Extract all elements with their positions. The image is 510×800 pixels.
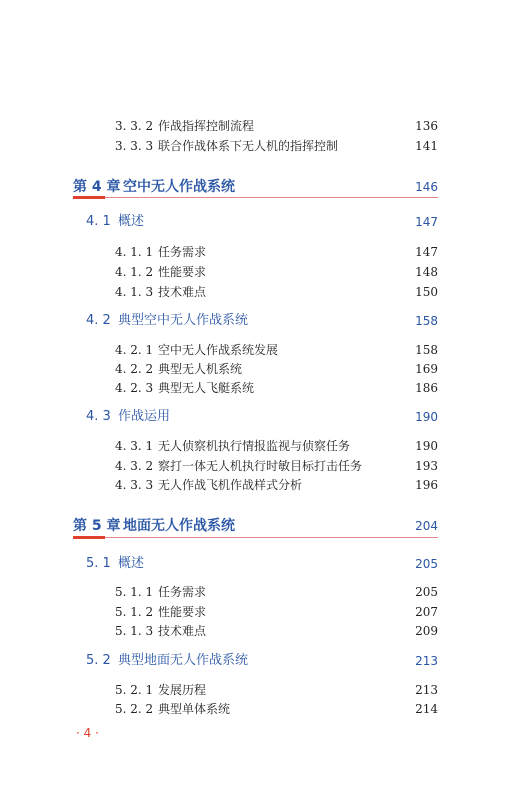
toc-entry[interactable] (0, 359, 510, 379)
entry-title: 无人作战飞机作战样式分析 (158, 478, 303, 492)
entry-page: 186 (415, 381, 438, 395)
entry-title: 联合作战体系下无人机的指挥控制 (158, 139, 339, 153)
toc-entry[interactable] (0, 456, 510, 476)
section-heading[interactable] (0, 212, 510, 232)
toc-entry[interactable] (0, 602, 510, 622)
entry-page: 136 (415, 119, 438, 133)
entry-page: 205 (415, 585, 438, 599)
entry-title: 典型单体系统 (158, 702, 231, 716)
entry-number: 4. 3. 3 (115, 478, 154, 492)
entry-number: 4. 2. 2 (115, 362, 154, 376)
toc-entry[interactable] (0, 262, 510, 282)
entry-title: 察打一体无人机执行时敏目标打击任务 (158, 459, 363, 473)
chapter-page: 146 (415, 180, 438, 194)
chapter-divider (73, 537, 438, 538)
chapter-accent-bar (73, 536, 105, 539)
entry-number: 4. 1. 3 (115, 285, 154, 299)
section-number: 4. 2 (86, 313, 111, 328)
chapter-number: 第 5 章 (73, 518, 121, 534)
entry-page: 214 (415, 702, 438, 716)
section-title: 典型空中无人作战系统 (118, 313, 249, 328)
section-heading[interactable] (0, 311, 510, 331)
chapter-heading-4[interactable] (0, 176, 510, 196)
section-heading[interactable] (0, 651, 510, 671)
section-heading[interactable] (0, 554, 510, 574)
entry-number: 5. 1. 3 (115, 624, 154, 638)
toc-entry[interactable] (0, 136, 510, 156)
section-page: 158 (415, 314, 438, 328)
entry-title: 典型无人机系统 (158, 362, 243, 376)
entry-number: 5. 2. 1 (115, 683, 154, 697)
entry-title: 发展历程 (158, 683, 207, 697)
toc-entry[interactable] (0, 621, 510, 641)
toc-entry[interactable] (0, 116, 510, 136)
entry-page: 141 (415, 139, 438, 153)
entry-page: 196 (415, 478, 438, 492)
section-page: 147 (415, 215, 438, 229)
chapter-number: 第 4 章 (73, 179, 121, 195)
entry-title: 性能要求 (158, 265, 207, 279)
entry-number: 4. 2. 1 (115, 343, 154, 357)
entry-title: 技术难点 (158, 624, 207, 638)
section-page: 213 (415, 654, 438, 668)
entry-number: 4. 1. 2 (115, 265, 154, 279)
section-heading[interactable] (0, 407, 510, 427)
entry-title: 无人侦察机执行情报监视与侦察任务 (158, 439, 351, 453)
entry-page: 158 (415, 343, 438, 357)
entry-page: 207 (415, 605, 438, 619)
toc-entry[interactable] (0, 242, 510, 262)
entry-number: 4. 3. 1 (115, 439, 154, 453)
entry-page: 150 (415, 285, 438, 299)
entry-page: 213 (415, 683, 438, 697)
toc-entry[interactable] (0, 475, 510, 495)
entry-title: 技术难点 (158, 285, 207, 299)
entry-title: 任务需求 (158, 245, 207, 259)
chapter-title: 地面无人作战系统 (123, 518, 235, 534)
entry-number: 4. 1. 1 (115, 245, 154, 259)
page-number: · 4 · (76, 726, 99, 740)
entry-title: 任务需求 (158, 585, 207, 599)
section-page: 190 (415, 410, 438, 424)
entry-number: 3. 3. 2 (115, 119, 154, 133)
section-number: 4. 3 (86, 409, 111, 424)
section-title: 概述 (118, 556, 145, 571)
entry-number: 3. 3. 3 (115, 139, 154, 153)
section-number: 4. 1 (86, 214, 111, 229)
chapter-accent-bar (73, 196, 105, 199)
entry-page: 169 (415, 362, 438, 376)
toc-entry[interactable] (0, 680, 510, 700)
entry-page: 147 (415, 245, 438, 259)
chapter-divider (73, 197, 438, 198)
toc-entry[interactable] (0, 340, 510, 360)
section-title: 概述 (118, 214, 145, 229)
section-number: 5. 2 (86, 653, 111, 668)
toc-entry[interactable] (0, 282, 510, 302)
chapter-title: 空中无人作战系统 (123, 179, 235, 195)
entry-number: 4. 2. 3 (115, 381, 154, 395)
entry-number: 5. 2. 2 (115, 702, 154, 716)
toc-entry[interactable] (0, 378, 510, 398)
entry-title: 作战指挥控制流程 (158, 119, 255, 133)
entry-number: 5. 1. 1 (115, 585, 154, 599)
toc-entry[interactable] (0, 582, 510, 602)
section-title: 作战运用 (118, 409, 171, 424)
toc-entry[interactable] (0, 436, 510, 456)
entry-page: 148 (415, 265, 438, 279)
entry-page: 209 (415, 624, 438, 638)
entry-number: 4. 3. 2 (115, 459, 154, 473)
chapter-page: 204 (415, 519, 438, 533)
section-title: 典型地面无人作战系统 (118, 653, 249, 668)
entry-page: 190 (415, 439, 438, 453)
section-number: 5. 1 (86, 556, 111, 571)
entry-title: 典型无人飞艇系统 (158, 381, 255, 395)
entry-number: 5. 1. 2 (115, 605, 154, 619)
entry-title: 性能要求 (158, 605, 207, 619)
section-page: 205 (415, 557, 438, 571)
entry-page: 193 (415, 459, 438, 473)
entry-title: 空中无人作战系统发展 (158, 343, 279, 357)
toc-entry[interactable] (0, 699, 510, 719)
chapter-heading-5[interactable] (0, 515, 510, 535)
